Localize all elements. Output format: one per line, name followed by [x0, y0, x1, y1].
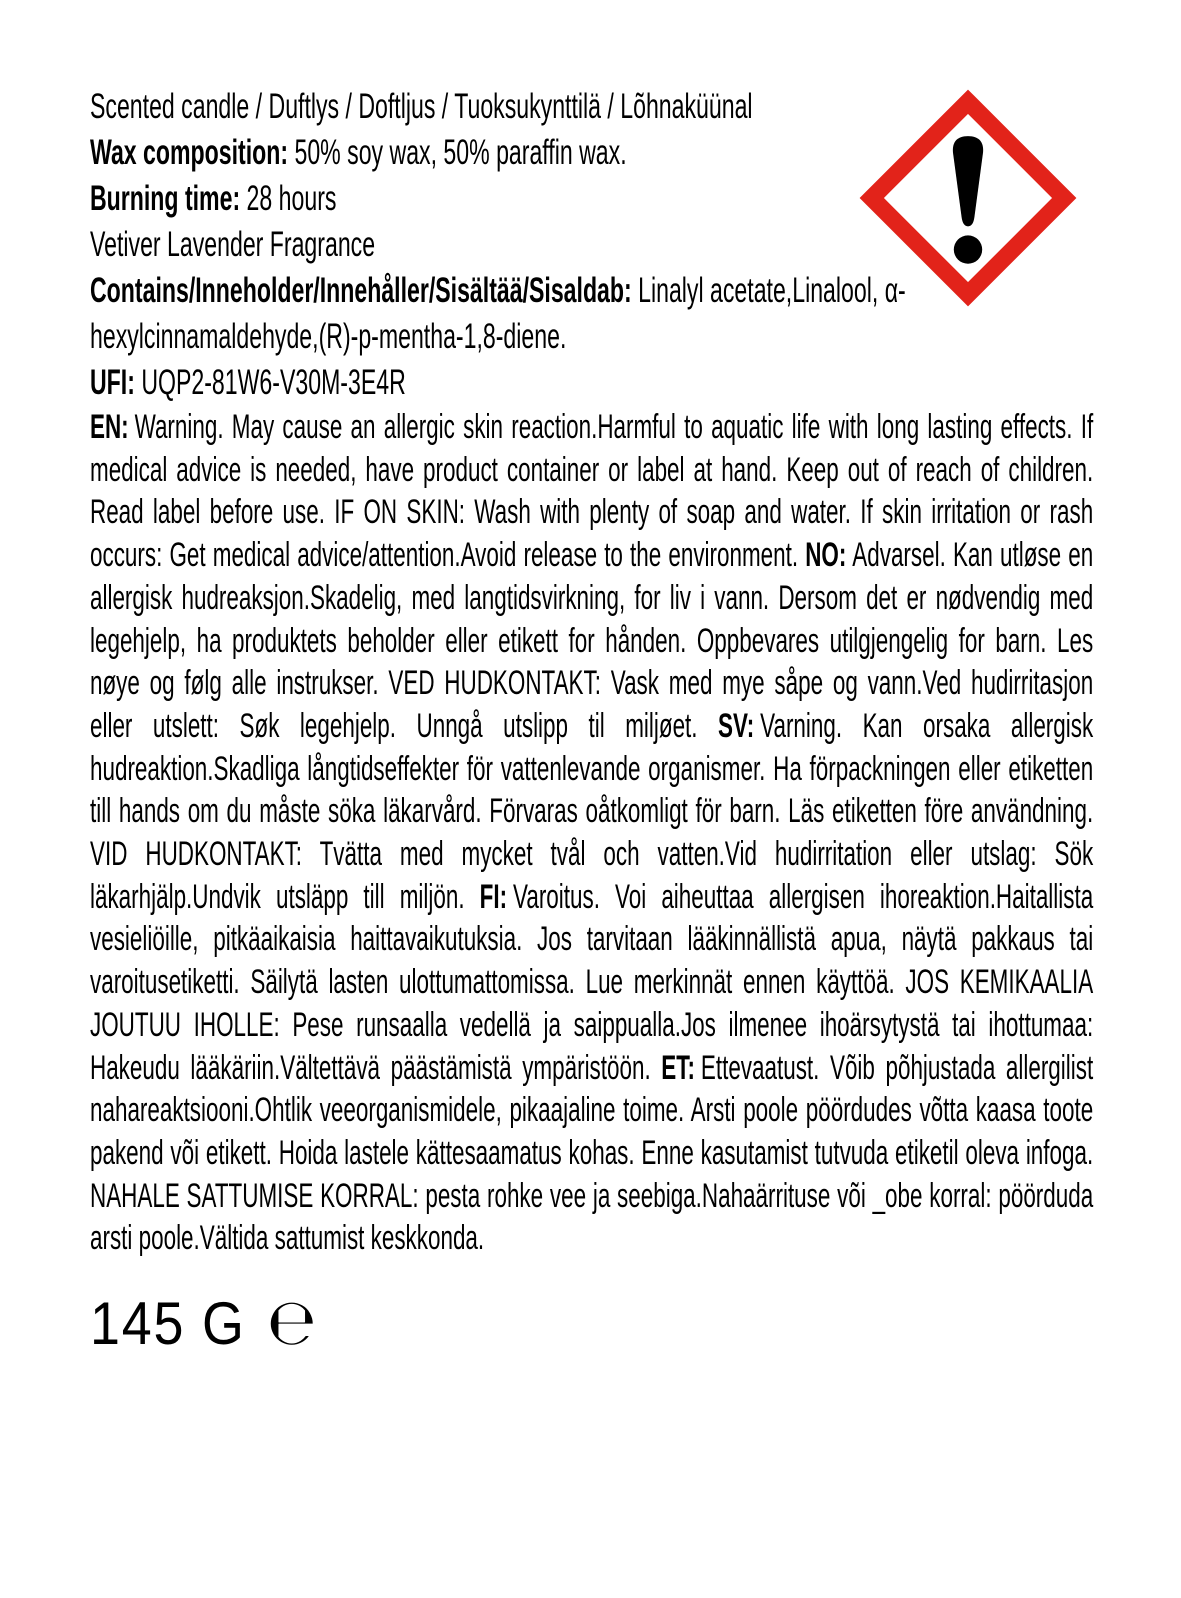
contains-label: Contains/Inneholder/Innehåller/Sisältää/Sisaldab: — [90, 271, 632, 310]
multilingual-warning-paragraph — [90, 406, 1093, 1260]
wax-composition-value: 50% soy wax, 50% paraffin wax. — [288, 133, 627, 172]
fragrance-line: Vetiver Lavender Fragrance — [90, 225, 376, 264]
net-weight-value: 145 G — [90, 1290, 246, 1358]
contains-value: Linalyl acetate,Linalool, α-hexylcinnamaldehyde,(R)-p-mentha-1,8-diene. — [90, 271, 906, 356]
burning-time-label: Burning time: — [90, 179, 241, 218]
wax-composition-line — [90, 130, 1093, 176]
warning-text-sv: Varning. Kan orsaka allergisk hudreaktion.Skadliga långtidseffekter för vattenlevande organismer. Ha förpackningen eller etiketten till hands om du måste söka läkarvård. Förvaras oåtkomligt för barn. Läs etiketten före användning. VID HUDKONTAKT: Tvätta med mycket tvål och vatten.Vid hudirritation eller utslag: Sök läkarhjälp.Undvik utsläpp till miljön. — [90, 706, 1094, 916]
ufi-value: UQP2-81W6-V30M-3E4R — [134, 363, 406, 402]
estimated-sign-icon: ℮ — [267, 1286, 317, 1361]
warning-lang-en: EN: — [90, 408, 129, 446]
net-weight-line — [90, 1286, 1181, 1360]
warning-text-fi: Varoitus. Voi aiheuttaa allergisen ihoreaktion.Haitallista vesieliöille, pitkäaikaisia haittavaikutuksia. Jos tarvitaan lääkinnällistä apua, näytä pakkaus tai varoitusetiketti. Säilytä lasten ulottumattomissa. Lue merkinnät ennen käyttöä. JOS KEMIKAALIA JOUTUU IHOLLE: Pese runsaalla vedellä ja saippualla.Jos ilmenee ihoärsytystä tai ihottumaa: Hakeudu lääkäriin.Vältettävä päästämistä ympäristöön. — [90, 877, 1094, 1087]
ufi-label: UFI: — [90, 363, 135, 402]
warning-lang-et: ET: — [661, 1048, 695, 1087]
burning-time-line — [90, 176, 1093, 222]
warning-text-no: Advarsel. Kan utløse en allergisk hudreaksjon.Skadelig, med langtidsvirkning, for liv i vann. Dersom det er nødvendig med legehjelp, ha produktets beholder eller etikett for hånden. Oppbevares utilgjengelig for barn. Les nøye og følg alle instrukser. VED HUDKONTAKT: Vask med mye såpe og vann.Ved hudirritasjon eller utslett: Søk legehjelp. Unngå utslipp til miljøet. — [90, 536, 1094, 745]
product-names-line: Scented candle / Duftlys / Doftljus / Tuoksukynttilä / Lõhnaküünal — [90, 87, 753, 126]
warning-lang-no: NO: — [805, 536, 847, 575]
ufi-line — [90, 360, 1093, 406]
burning-time-value: 28 hours — [240, 179, 337, 218]
wax-composition-label: Wax composition: — [90, 133, 289, 172]
warning-lang-fi: FI: — [479, 877, 508, 916]
warning-lang-sv: SV: — [718, 706, 755, 745]
label-text-column — [90, 84, 1093, 1360]
warning-text-en: Warning. May cause an allergic skin reaction.Harmful to aquatic life with long lasting effects. If medical advice is needed, have product container or label at hand. Keep out of reach of children. Read label before use. IF ON SKIN: Wash with plenty of soap and water. If skin irritation or rash occurs: Get medical advice/attention.Avoid release to the environment. — [90, 408, 1094, 575]
contains-line — [90, 268, 1093, 360]
warning-text-et: Ettevaatust. Võib põhjustada allergilist nahareaktsiooni.Ohtlik veeorganismidele, pikaajaline toime. Arsti poole pöördudes võtta kaasa toote pakend või etikett. Hoida lastele kättesaamatus kohas. Enne kasutamist tutvuda etiketil oleva infoga. NAHALE SATTUMISE KORRAL: pesta rohke vee ja seebiga.Nahaärrituse või _obe korral: pöörduda arsti poole.Vältida sattumist keskkonda. — [90, 1048, 1094, 1258]
